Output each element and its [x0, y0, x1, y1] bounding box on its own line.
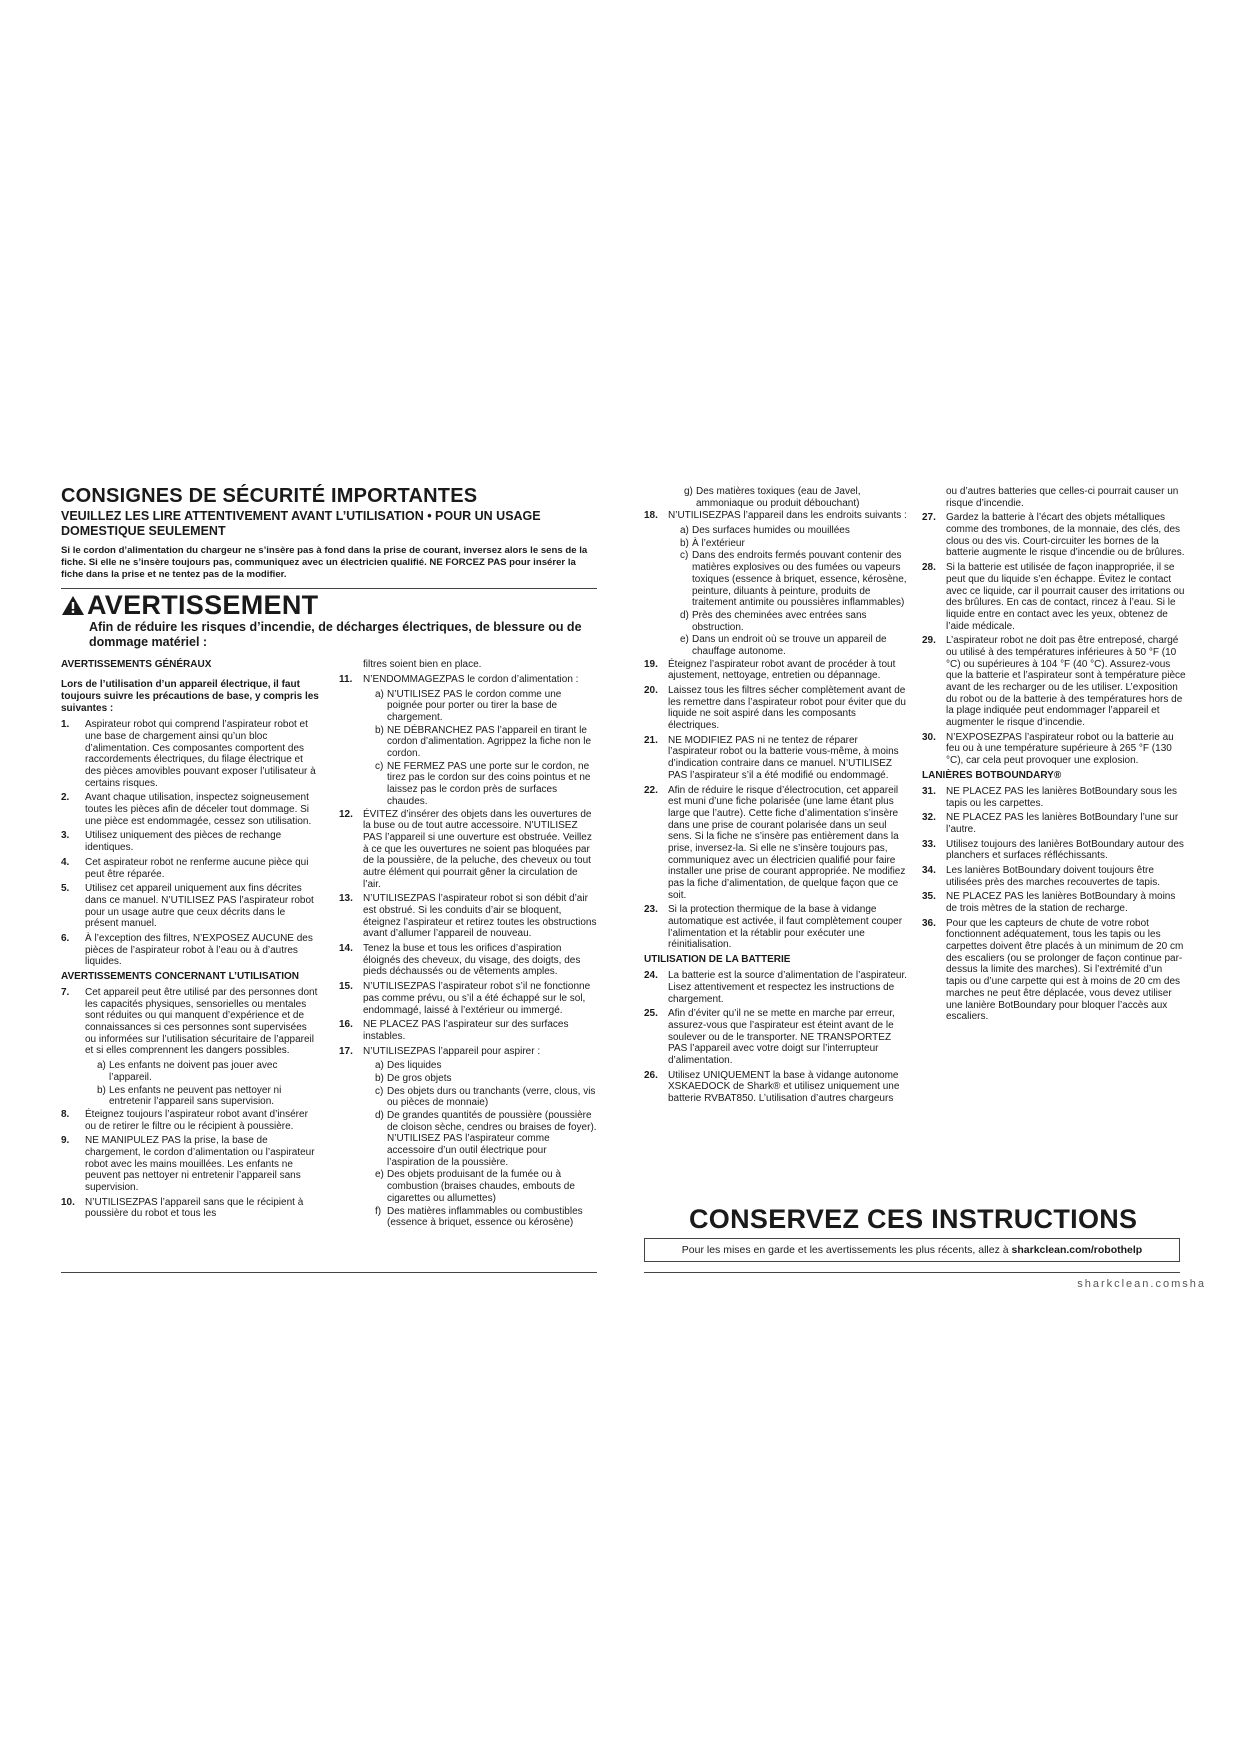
list-item: 35. NE PLACEZ PAS les lanières BotBoundary à moins de trois mètres de la station de recharge. [922, 891, 1176, 914]
sub-item: d) De grandes quantités de poussière (poussière de cloison sèche, cendres ou braises de foyer). N’UTILISEZ PAS l’aspirateur comme accessoire d’un outil électrique pour l’aspiration de la poussière. [375, 1110, 597, 1168]
sub-item: b) Les enfants ne peuvent pas nettoyer ni entretenir l’appareil sans supervision. [97, 1084, 282, 1108]
section-heading: LANIÈRES BOTBOUNDARY® [922, 769, 1062, 781]
list-item: 18. N’UTILISEZPAS l’appareil dans les endroits suivants : [644, 510, 907, 522]
warning-triangle-icon [61, 595, 85, 616]
item-list [61, 719, 319, 968]
list-item: 9. NE MANIPULEZ PAS la prise, la base de chargement, le cordon d’alimentation ou l’aspirateur robot avec les mains mouillées. Les enfants ne peuvent pas nettoyer ni entretenir l’appareil sans supervision. [61, 1135, 315, 1194]
warning-title: AVERTISSEMENT [87, 589, 319, 620]
sub-item: a) Les enfants ne doivent pas jouer avec l’appareil. [97, 1060, 278, 1083]
list-item: 14. Tenez la buse et tous les orifices d’aspiration éloignés des cheveux, du visage, des doigts, des pieds déchaussés ou de vêtements amples. [339, 943, 581, 978]
plug-notice: Si le cordon d’alimentation du chargeur ne s’insère pas à fond dans la prise de courant, inversez alors le sens de la fiche. Si elle ne s’insère toujours pas, communiquez avec un électricien qualifié. NE FORCEZ PAS pour insérer la fiche dans la prise et ne tentez pas de la modifier. [61, 545, 588, 580]
divider [61, 588, 597, 589]
list-item: 3. Utilisez uniquement des pièces de rechange identiques. [61, 830, 282, 854]
list-item: 29. L’aspirateur robot ne doit pas être entreposé, chargé ou utilisé à des températures inférieures à 50 °F (10 °C) ou supérieures à 104 °F (40 °C). Assurez-vous que la batterie et l’aspirateur sont à température pièce avant de les recharger ou de les utiliser. L’exposition du robot ou de la batterie à des températures hors de la plage indiquée peut endommager l’appareil et augmenter le risque d’incendie. [922, 635, 1186, 729]
sub-item: b) NE DÉBRANCHEZ PAS l’appareil en tirant le cordon d’alimentation. Agrippez la fiche non le cordon. [375, 724, 592, 760]
list-item: 20. Laissez tous les filtres sécher complètement avant de les remettre dans l’aspirateur robot pour éviter que du liquide ne soit aspiré dans les composants électriques. [644, 685, 906, 732]
bottom-divider [61, 1272, 597, 1273]
sub-item: b) À l’extérieur [680, 537, 745, 549]
list-item: 12. ÉVITEZ d’insérer des objets dans les ouvertures de la buse ou de tout autre accessoire. N’UTILISEZ PAS l’appareil si une ouverture est obstruée. Veillez à ce que les ouvertures ne soient pas bloquées par de la poussière, de la peluche, des cheveux ou tout autre élément qui pourrait gêner la circulation de l’air. [339, 808, 592, 890]
list-item: 6. À l’exception des filtres, N’EXPOSEZ AUCUNE des pièces de l’aspirateur robot à l’eau ou à d’autres liquides. [61, 932, 313, 968]
sub-item: c) NE FERMEZ PAS une porte sur le cordon, ne tirez pas le cordon sur des coins pointus et ne laissez pas le cordon près de surfaces chaudes. [375, 760, 591, 807]
list-item: 30. N’EXPOSEZPAS l’aspirateur robot ou la batterie au feu ou à une température supérieure à 265 °F (130 °C), car cela peut provoquer une explosion. [922, 731, 1174, 767]
warning-subtitle: Afin de réduire les risques d’incendie, de décharges électriques, de blessure ou de dommage matériel : [89, 620, 582, 650]
continued-text: ou d’autres batteries que celles-ci pourrait causer un risque d’incendie. [946, 486, 1179, 509]
section-lead: Lors de l’utilisation d’un appareil électrique, il faut toujours suivre les précautions de base, y compris les suivantes : [61, 679, 319, 715]
list-item: 10. N’UTILISEZPAS l’appareil sans que le récipient à poussière du robot et tous les [61, 1196, 304, 1220]
sub-item: d) Près des cheminées avec entrées sans obstruction. [680, 609, 867, 633]
list-item: 26. Utilisez UNIQUEMENT la base à vidange autonome XSKAEDOCK de Shark® et utilisez uniquement une batterie RVBAT850. L’utilisation d’autres chargeurs [644, 1069, 900, 1104]
sub-item: e) Dans un endroit où se trouve un appareil de chauffage autonome. [680, 634, 887, 657]
list-item: 19. Éteignez l’aspirateur robot avant de procéder à tout ajustement, nettoyage, entretien ou dépannage. [644, 658, 896, 682]
sub-item: c) Des objets durs ou tranchants (verre, clous, vis ou pièces de monnaie) [375, 1085, 596, 1109]
section-heading: UTILISATION DE LA BATTERIE [644, 954, 791, 966]
sub-item: c) Dans des endroits fermés pouvant contenir des matières explosives ou des fumées ou vapeurs toxiques (essence à briquet, essence, kérosène, peinture, diluants à peinture, produits de traitement antimite ou poussières inflammables) [680, 550, 907, 609]
sub-item: f) Des matières inflammables ou combustibles (essence à briquet, essence ou kérosène) [375, 1205, 583, 1229]
continued-text: filtres soient bien en place. [363, 659, 482, 671]
sub-item: b) De gros objets [375, 1072, 452, 1084]
list-item: 15. N’UTILISEZPAS l’aspirateur robot s’il ne fonctionne pas comme prévu, ou s’il a été échappé sur le sol, endommagé, laissé à l’extérieur ou immergé. [339, 981, 591, 1016]
left-panel [61, 486, 597, 1230]
sub-item: a) N’UTILISEZ PAS le cordon comme une poignée pour porter ou tirer la base de chargement. [375, 688, 562, 724]
list-item: 4. Cet aspirateur robot ne renferme aucune pièce qui peut être réparée. [61, 856, 309, 880]
url-text: Pour les mises en garde et les avertissements les plus récents, allez à [681, 1244, 1009, 1256]
sub-item: a) Des surfaces humides ou mouillées [680, 525, 850, 537]
site-footer: sharkclean.comsha [1077, 1278, 1206, 1290]
url-link[interactable]: sharkclean.com/robothelp [1011, 1244, 1143, 1256]
list-item: 21. NE MODIFIEZ PAS ni ne tentez de réparer l’aspirateur robot ou la batterie vous-même, à moins d’indication contraire dans ce manuel. N’UTILISEZ PAS l’aspirateur s’il a été modifié ou endommagé. [644, 734, 899, 781]
bottom-divider [644, 1272, 1180, 1273]
url-box [644, 1238, 1180, 1262]
sub-item: e) Des objets produisant de la fumée ou à combustion (braises chaudes, embouts de cigarettes ou allumettes) [375, 1169, 575, 1204]
column-3 [644, 486, 908, 1108]
list-item: 33. Utilisez toujours des lanières BotBoundary autour des planchers et surfaces réfléchissants. [922, 838, 1184, 862]
list-item: 5. Utilisez cet appareil uniquement aux fins décrites dans ce manuel. N’UTILISEZ PAS l’aspirateur robot pour un usage autre que ceux décrits dans le présent manuel. [61, 883, 314, 930]
list-item: 23. Si la protection thermique de la base à vidange automatique est activée, il faut complètement couper l’alimentation et la rétablir pour exécuter une réinitialisation. [644, 904, 903, 951]
list-item: 13. N’UTILISEZPAS l’aspirateur robot si son débit d’air est obstrué. Si les conduits d’air se bloquent, éteignez l’aspirateur et retirez toutes les obstructions avant d’allumer l’appareil de nouveau. [339, 893, 597, 940]
list-item: 7. Cet appareil peut être utilisé par des personnes dont les capacités physiques, sensorielles ou mentales sont réduites ou qui manquent d’expérience et de connaissances si ces personnes sont supervisées ou informées sur l’utilisation sécuritaire de l’appareil et si elles comprennent les dangers possibles. [61, 987, 318, 1057]
list-item: 2. Avant chaque utilisation, inspectez soigneusement toutes les pièces afin de déceler tout dommage. Si une pièce est endommagée, cessez son utilisation. [61, 792, 312, 827]
section-heading: AVERTISSEMENTS GÉNÉRAUX [61, 659, 212, 671]
list-item: 27. Gardez la batterie à l’écart des objets métalliques comme des trombones, de la monnaie, des clés, des clous ou des vis. Court-circuiter les bornes de la batterie augmente le risque d’incendie ou de brûlures. [922, 512, 1185, 559]
column-4 [922, 486, 1186, 1026]
warning-heading [61, 591, 597, 619]
list-item: 36. Pour que les capteurs de chute de votre robot fonctionnent adéquatement, tous les tapis ou les carpettes doivent être placés à un minimum de 20 cm des escaliers (ou se prolonger de façon continue par-dessus la limite des marches). Si l’extrémité d’un tapis ou d’une carpette qui est à moins de 20 cm des marches ne peut être déplacée, vous devez utiliser une lanière BotBoundary pour bloquer l’accès aux escaliers. [922, 917, 1184, 1023]
list-item: 25. Afin d’éviter qu’il ne se mette en marche par erreur, assurez-vous que l’aspirateur est éteint avant de le soulever ou de le transporter. NE TRANSPORTEZ PAS l’appareil avec votre doigt sur l’interrupteur d’alimentation. [644, 1008, 895, 1066]
page-title: CONSIGNES DE SÉCURITÉ IMPORTANTES [61, 485, 478, 507]
list-item: 16. NE PLACEZ PAS l’aspirateur sur des surfaces instables. [339, 1019, 569, 1042]
column-2 [339, 659, 597, 1230]
list-item: 31. NE PLACEZ PAS les lanières BotBoundary sous les tapis ou les carpettes. [922, 785, 1178, 809]
column-1 [61, 659, 319, 1230]
list-item: 1. Aspirateur robot qui comprend l’aspirateur robot et une base de chargement ainsi qu’un bloc d’alimentation. Ces composantes comportent des raccordements électriques, du filage électrique et des pièces amovibles pouvant exposer l’utilisateur à certains risques. [61, 719, 316, 789]
list-item: 24. La batterie est la source d’alimentation de l’aspirateur. Lisez attentivement et respectez les instructions de chargement. [644, 970, 908, 1005]
columns [61, 659, 597, 1230]
section-heading: AVERTISSEMENTS CONCERNANT L’UTILISATION [61, 971, 299, 983]
list-item: 8. Éteignez toujours l’aspirateur robot avant d’insérer ou de retirer le filtre ou le récipient à poussière. [61, 1108, 308, 1132]
sub-item: g) Des matières toxiques (eau de Javel, ammoniaque ou produit débouchant) [684, 486, 861, 509]
list-item: 22. Afin de réduire le risque d’électrocution, cet appareil est muni d’une fiche polarisée (une lame étant plus large que l’autre). Cette fiche d’alimentation s’insère dans une prise de courant polarisée dans un seul sens. Si la fiche ne s’insère pas entièrement dans la prise, inversez-la. Si elle ne s’insère toujours pas, communiquez avec un électricien qualifié pour faire installer une prise de courant appropriée. Ne modifiez pas la fiche d’alimentation, de quelque façon que ce soit. [644, 784, 906, 901]
list-item: 28. Si la batterie est utilisée de façon inappropriée, il se peut que du liquide s’en échappe. Évitez le contact avec ce liquide, car il pourrait causer des irritations ou des brûlures. En cas de contact, rincez à l’eau. Si le liquide entre en contact avec les yeux, obtenez de l’aide médicale. [922, 562, 1185, 632]
page-subtitle: VEUILLEZ LES LIRE ATTENTIVEMENT AVANT L’UTILISATION • POUR UN USAGE DOMESTIQUE SEULEMENT [61, 509, 541, 538]
list-item: 17. N’UTILISEZPAS l’appareil pour aspirer : [339, 1045, 541, 1057]
list-item: 32. NE PLACEZ PAS les lanières BotBoundary l’une sur l’autre. [922, 812, 1179, 835]
save-instructions-title: CONSERVEZ CES INSTRUCTIONS [689, 1204, 1138, 1234]
list-item: 34. Les lanières BotBoundary doivent toujours être utilisées près des marches recouvertes de tapis. [922, 864, 1160, 888]
list-item: 11. N’ENDOMMAGEZPAS le cordon d’alimentation : [339, 673, 579, 685]
sub-item: a) Des liquides [375, 1060, 442, 1072]
